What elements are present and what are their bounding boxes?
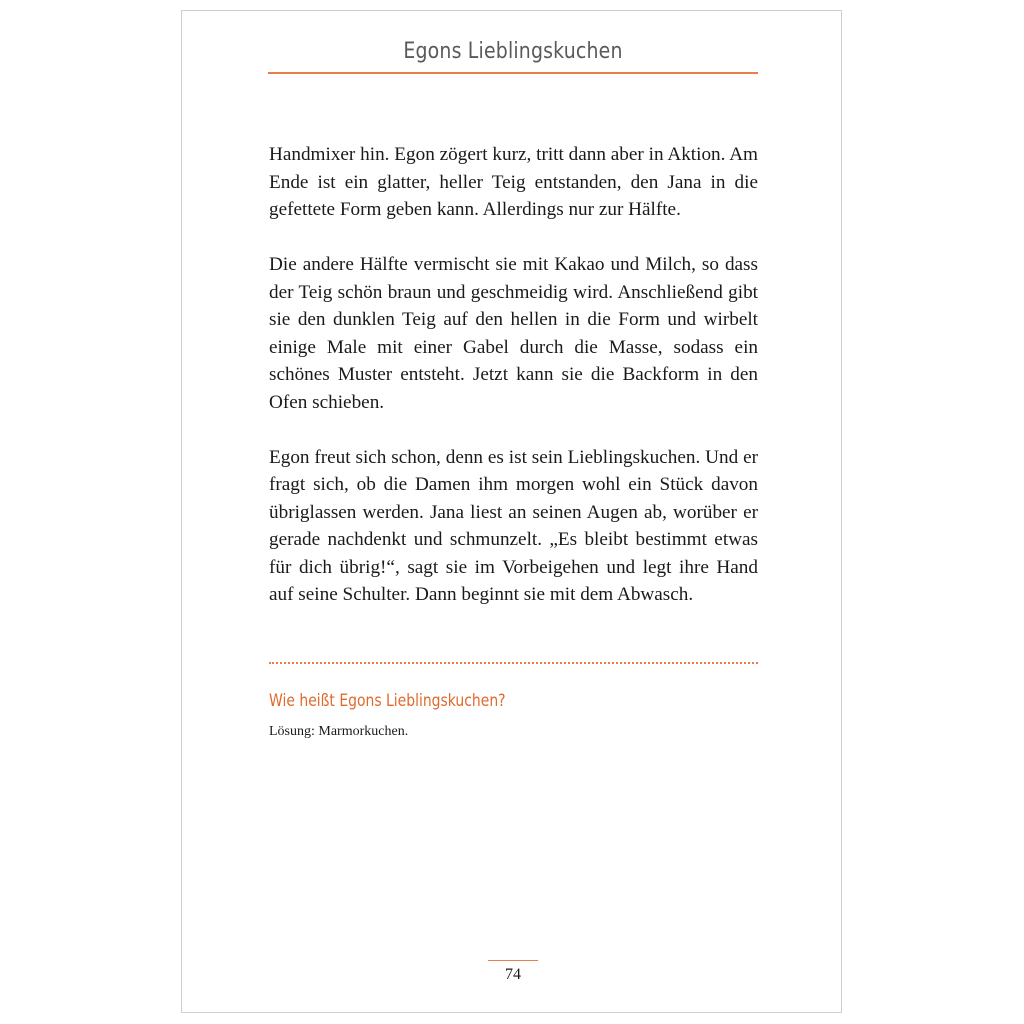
paragraph-2: Die andere Hälfte vermischt sie mit Kakao und Milch, so dass der Teig schön braun und geschmeidig wird. Anschließend gibt sie den dunklen Teig auf den hellen in die Form und wirbelt einige Male mit einer Gabel durch die Masse, sodass ein schönes Muster entsteht. Jetzt kann sie die Backform in den Ofen schieben.: [269, 254, 758, 413]
body-text: [269, 141, 758, 636]
page-number: 74: [505, 966, 521, 983]
paragraph-3: Egon freut sich schon, denn es ist sein Lieblingskuchen. Und er fragt sich, ob die Damen ihm morgen wohl ein Stück davon übriglassen werden. Jana liest an seinen Augen ab, worüber er gerade nachdenkt und schmunzelt. „Es bleibt bestimmt etwas für dich übrig!“, sagt sie im Vorbeigehen und legt ihre Hand auf seine Schulter. Dann beginnt sie mit dem Abwasch.: [269, 446, 758, 605]
book-page: [181, 10, 842, 1013]
running-header-title: Egons Lieblingskuchen: [403, 39, 623, 64]
quiz-question: Wie heißt Egons Lieblingskuchen?: [269, 691, 506, 711]
page-number-divider: [488, 960, 538, 961]
paragraph-1: Handmixer hin. Egon zögert kurz, tritt dann aber in Aktion. Am Ende ist ein glatter, heller Teig entstanden, den Jana in die gefettete Form geben kann. Allerdings nur zur Hälfte.: [269, 144, 758, 220]
quiz-divider: [269, 662, 758, 664]
header-divider: [268, 72, 758, 74]
quiz-solution: Lösung: Marmorkuchen.: [269, 724, 409, 739]
